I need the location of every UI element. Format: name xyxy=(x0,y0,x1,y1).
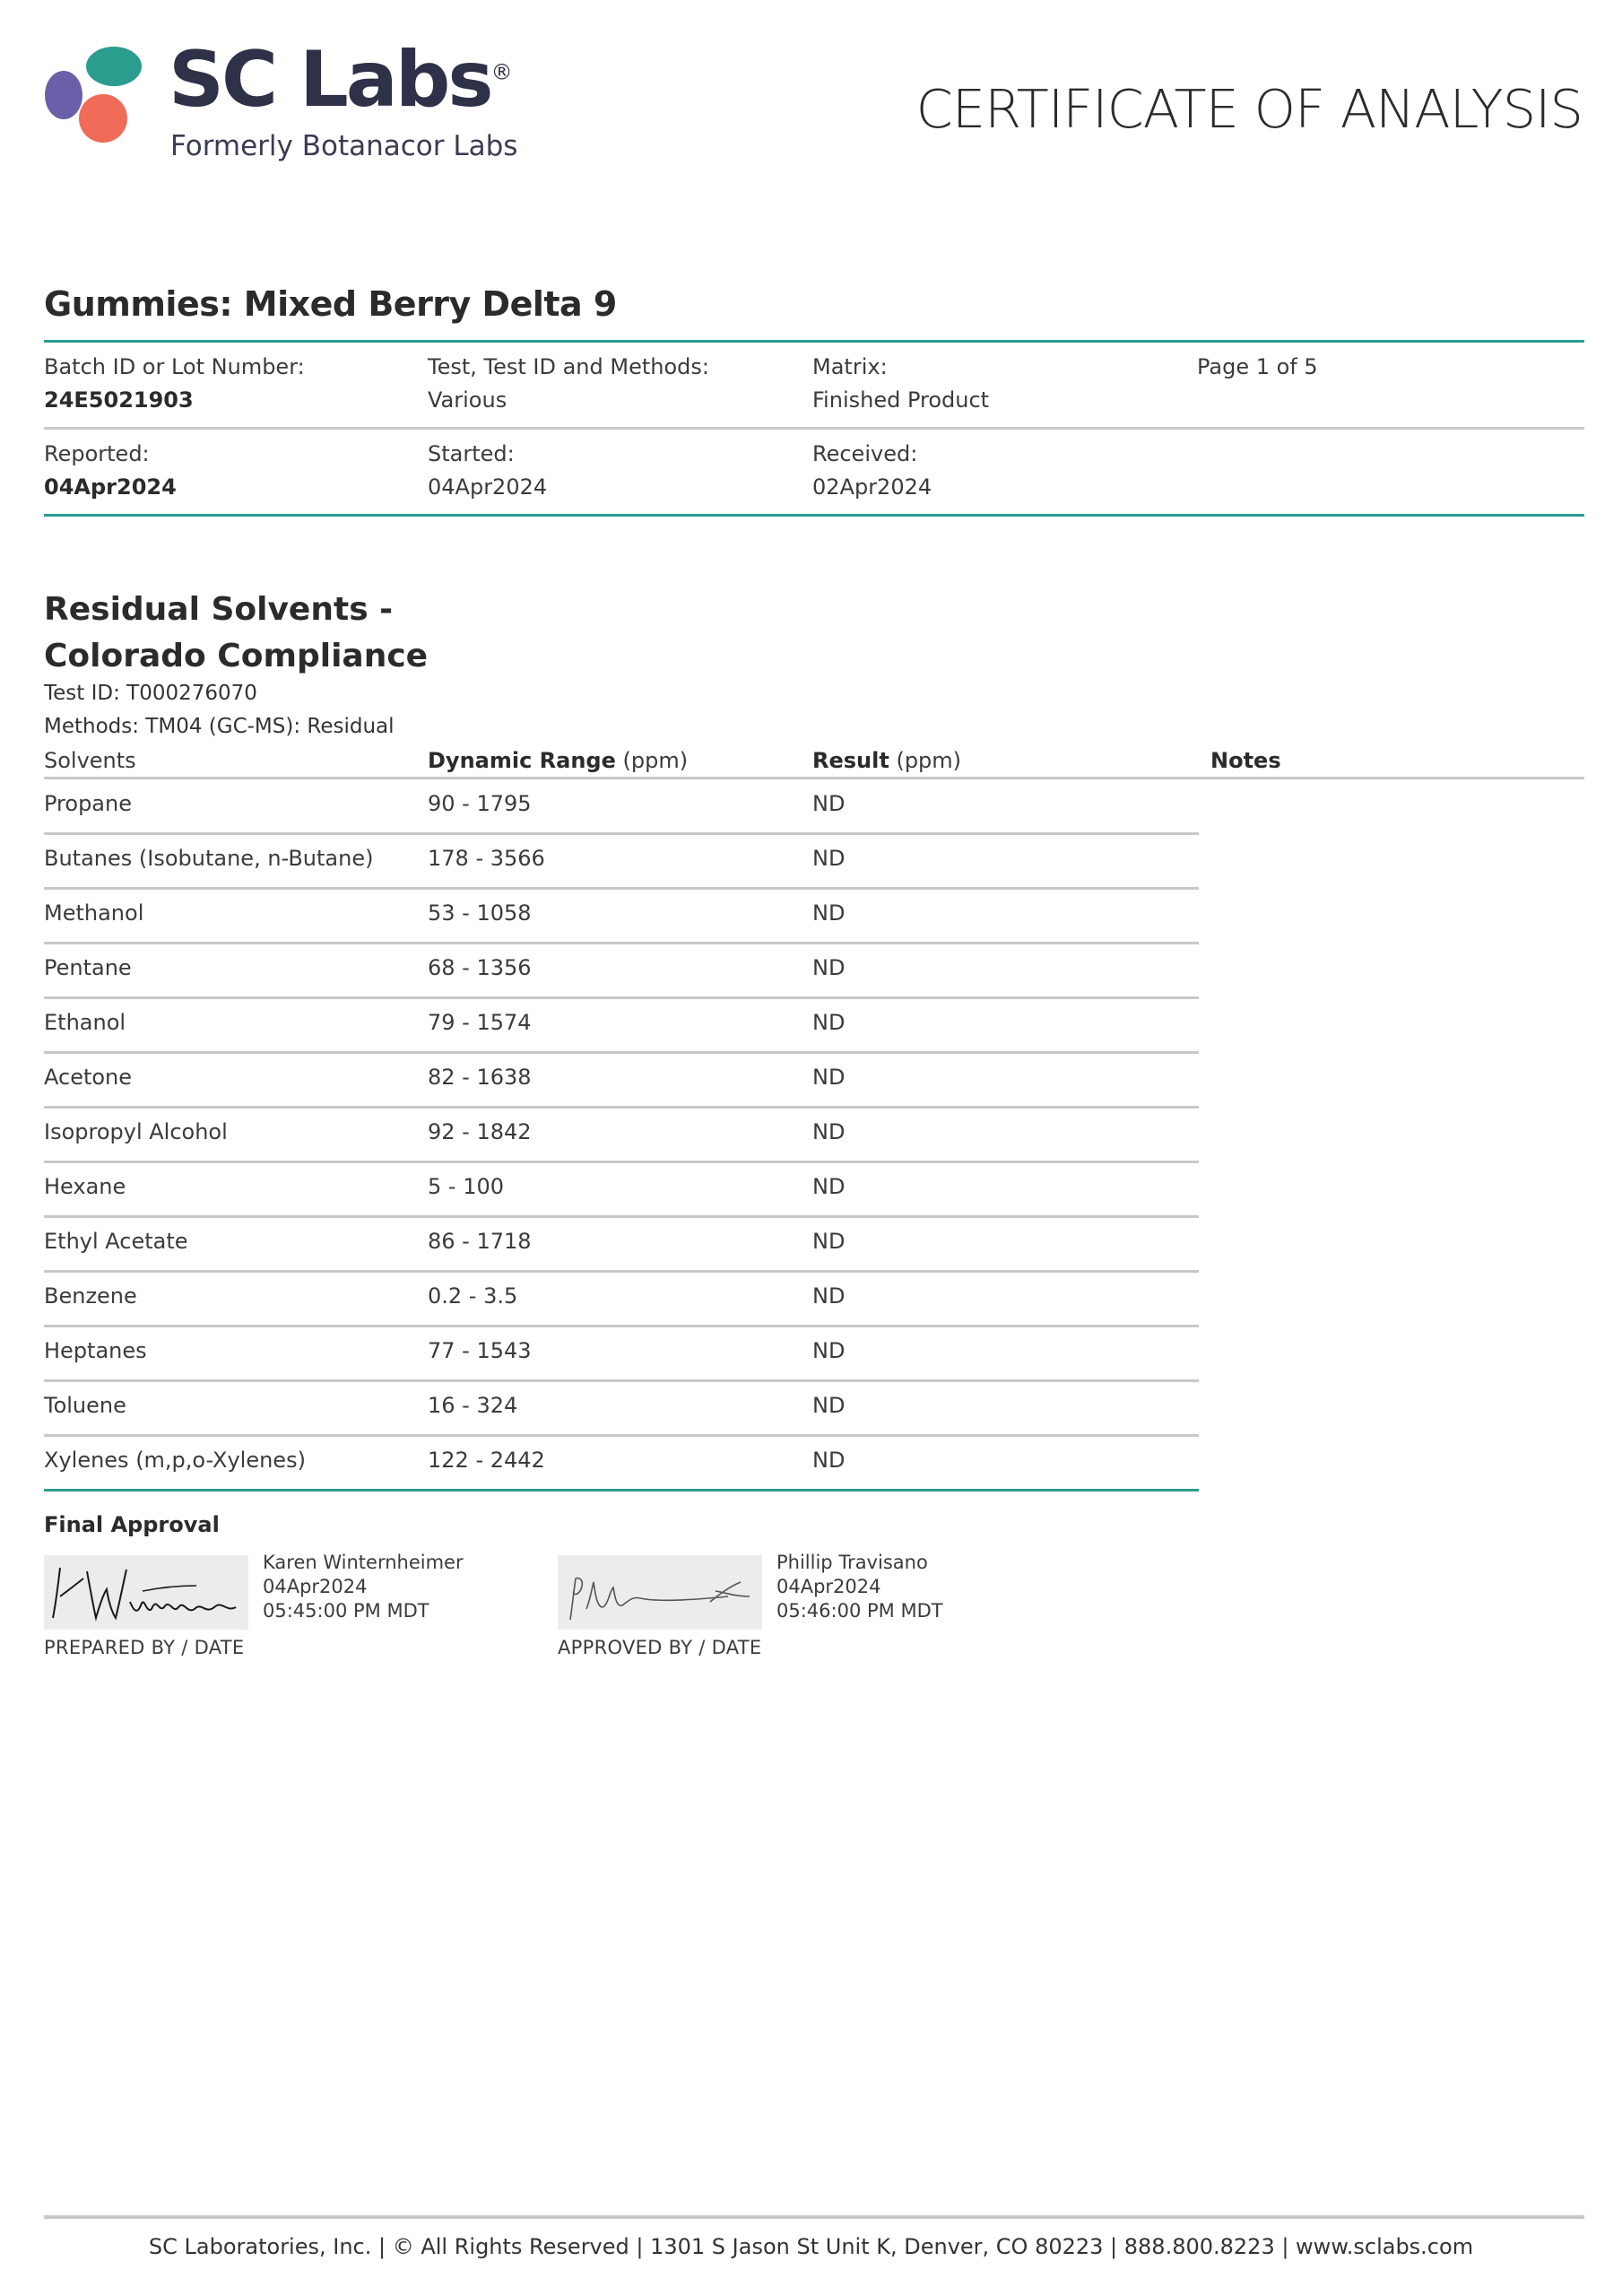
table-row-divider xyxy=(44,942,1199,944)
brand-tagline: Formerly Botanacor Labs xyxy=(170,130,518,162)
logo-green-blob xyxy=(86,47,142,86)
solvent-dynamic-range: 77 - 1543 xyxy=(428,1338,532,1363)
solvent-result: ND xyxy=(812,1229,846,1254)
test-id: Test ID: T000276070 xyxy=(44,682,257,705)
divider xyxy=(44,427,1584,430)
brand-name: SC Labs® xyxy=(169,35,513,125)
test-label: Test, Test ID and Methods: xyxy=(428,354,709,379)
table-header-divider xyxy=(44,777,1584,779)
divider xyxy=(44,340,1584,343)
preparer-name: Karen Winternheimer xyxy=(263,1552,464,1573)
solvent-dynamic-range: 53 - 1058 xyxy=(428,900,532,926)
divider xyxy=(44,514,1584,517)
reported-label: Reported: xyxy=(44,441,150,466)
solvent-dynamic-range: 86 - 1718 xyxy=(428,1229,532,1254)
solvent-name: Propane xyxy=(44,791,132,816)
solvent-result: ND xyxy=(812,1119,846,1144)
solvent-result: ND xyxy=(812,1174,846,1199)
column-header-result: Result (ppm) xyxy=(812,748,962,773)
registered-mark: ® xyxy=(490,59,513,85)
column-header-solvents: Solvents xyxy=(44,748,136,773)
solvent-name: Benzene xyxy=(44,1283,137,1309)
batch-label: Batch ID or Lot Number: xyxy=(44,354,305,379)
test-value: Various xyxy=(428,387,507,413)
product-name: Gummies: Mixed Berry Delta 9 xyxy=(44,284,617,324)
solvent-result: ND xyxy=(812,1065,846,1090)
solvent-name: Ethanol xyxy=(44,1010,126,1035)
final-approval-title: Final Approval xyxy=(44,1512,220,1537)
solvent-dynamic-range: 90 - 1795 xyxy=(428,791,532,816)
solvent-name: Butanes (Isobutane, n-Butane) xyxy=(44,846,374,871)
table-row-divider xyxy=(44,996,1199,999)
solvent-dynamic-range: 16 - 324 xyxy=(428,1393,518,1418)
solvent-dynamic-range: 92 - 1842 xyxy=(428,1119,532,1144)
solvent-result: ND xyxy=(812,791,846,816)
solvent-result: ND xyxy=(812,900,846,926)
table-row-divider xyxy=(44,1434,1199,1437)
reported-value: 04Apr2024 xyxy=(44,474,177,500)
page-number: Page 1 of 5 xyxy=(1197,354,1318,379)
column-header-notes: Notes xyxy=(1210,748,1281,773)
solvent-dynamic-range: 178 - 3566 xyxy=(428,846,545,871)
approver-time: 05:46:00 PM MDT xyxy=(776,1600,943,1622)
brand-logo-icon xyxy=(43,43,146,146)
received-label: Received: xyxy=(812,441,918,466)
table-row-divider xyxy=(44,887,1199,890)
solvent-result: ND xyxy=(812,1338,846,1363)
solvent-dynamic-range: 122 - 2442 xyxy=(428,1448,545,1473)
approved-by-caption: APPROVED BY / DATE xyxy=(558,1637,762,1658)
approver-name: Phillip Travisano xyxy=(776,1552,928,1573)
approver-date: 04Apr2024 xyxy=(776,1576,881,1597)
solvent-name: Toluene xyxy=(44,1393,126,1418)
logo-coral-blob xyxy=(79,94,127,143)
solvent-name: Hexane xyxy=(44,1174,126,1199)
solvent-dynamic-range: 68 - 1356 xyxy=(428,955,532,980)
solvent-result: ND xyxy=(812,1393,846,1418)
preparer-signature xyxy=(44,1555,248,1630)
table-row-divider xyxy=(44,1106,1199,1109)
section-title-line1: Residual Solvents - xyxy=(44,591,394,628)
solvent-result: ND xyxy=(812,1010,846,1035)
document-title: CERTIFICATE OF ANALYSIS xyxy=(915,78,1583,140)
approver-details xyxy=(776,1551,943,1623)
approver-signature xyxy=(558,1555,762,1630)
solvent-dynamic-range: 0.2 - 3.5 xyxy=(428,1283,518,1309)
section-title-line2: Colorado Compliance xyxy=(44,637,429,674)
solvent-result: ND xyxy=(812,1283,846,1309)
solvent-dynamic-range: 5 - 100 xyxy=(428,1174,504,1199)
received-value: 02Apr2024 xyxy=(812,474,932,500)
footer-text: SC Laboratories, Inc. | © All Rights Reserved | 1301 S Jason St Unit K, Denver, CO 80223 | 888.800.8223 | www.sclabs.com xyxy=(148,2234,1474,2259)
solvent-name: Isopropyl Alcohol xyxy=(44,1119,228,1144)
table-row-divider xyxy=(44,1051,1199,1054)
started-value: 04Apr2024 xyxy=(428,474,548,500)
approver-signature-icon xyxy=(558,1555,762,1630)
table-row-divider xyxy=(44,1215,1199,1218)
logo-purple-blob xyxy=(45,71,82,119)
solvent-dynamic-range: 79 - 1574 xyxy=(428,1010,532,1035)
matrix-value: Finished Product xyxy=(812,387,990,413)
matrix-label: Matrix: xyxy=(812,354,888,379)
table-row-divider xyxy=(44,832,1199,835)
preparer-details xyxy=(263,1551,464,1623)
preparer-date: 04Apr2024 xyxy=(263,1576,368,1597)
solvent-name: Xylenes (m,p,o-Xylenes) xyxy=(44,1448,306,1473)
table-row-divider xyxy=(44,1379,1199,1382)
solvent-name: Acetone xyxy=(44,1065,133,1090)
solvent-name: Pentane xyxy=(44,955,132,980)
solvent-name: Heptanes xyxy=(44,1338,147,1363)
prepared-by-caption: PREPARED BY / DATE xyxy=(44,1637,245,1658)
table-row-divider xyxy=(44,1161,1199,1163)
solvent-name: Methanol xyxy=(44,900,144,926)
solvent-result: ND xyxy=(812,955,846,980)
preparer-time: 05:45:00 PM MDT xyxy=(263,1600,429,1622)
solvent-dynamic-range: 82 - 1638 xyxy=(428,1065,532,1090)
table-row-divider xyxy=(44,1325,1199,1327)
started-label: Started: xyxy=(428,441,515,466)
batch-value: 24E5021903 xyxy=(44,387,194,413)
section-title xyxy=(44,587,456,680)
solvent-result: ND xyxy=(812,1448,846,1473)
preparer-signature-icon xyxy=(44,1555,248,1630)
solvent-result: ND xyxy=(812,846,846,871)
footer-divider xyxy=(44,2215,1584,2219)
column-header-dynamic-range: Dynamic Range (ppm) xyxy=(428,748,689,773)
table-bottom-divider xyxy=(44,1489,1199,1492)
solvent-name: Ethyl Acetate xyxy=(44,1229,188,1254)
table-row-divider xyxy=(44,1270,1199,1273)
methods: Methods: TM04 (GC-MS): Residual xyxy=(44,715,395,738)
